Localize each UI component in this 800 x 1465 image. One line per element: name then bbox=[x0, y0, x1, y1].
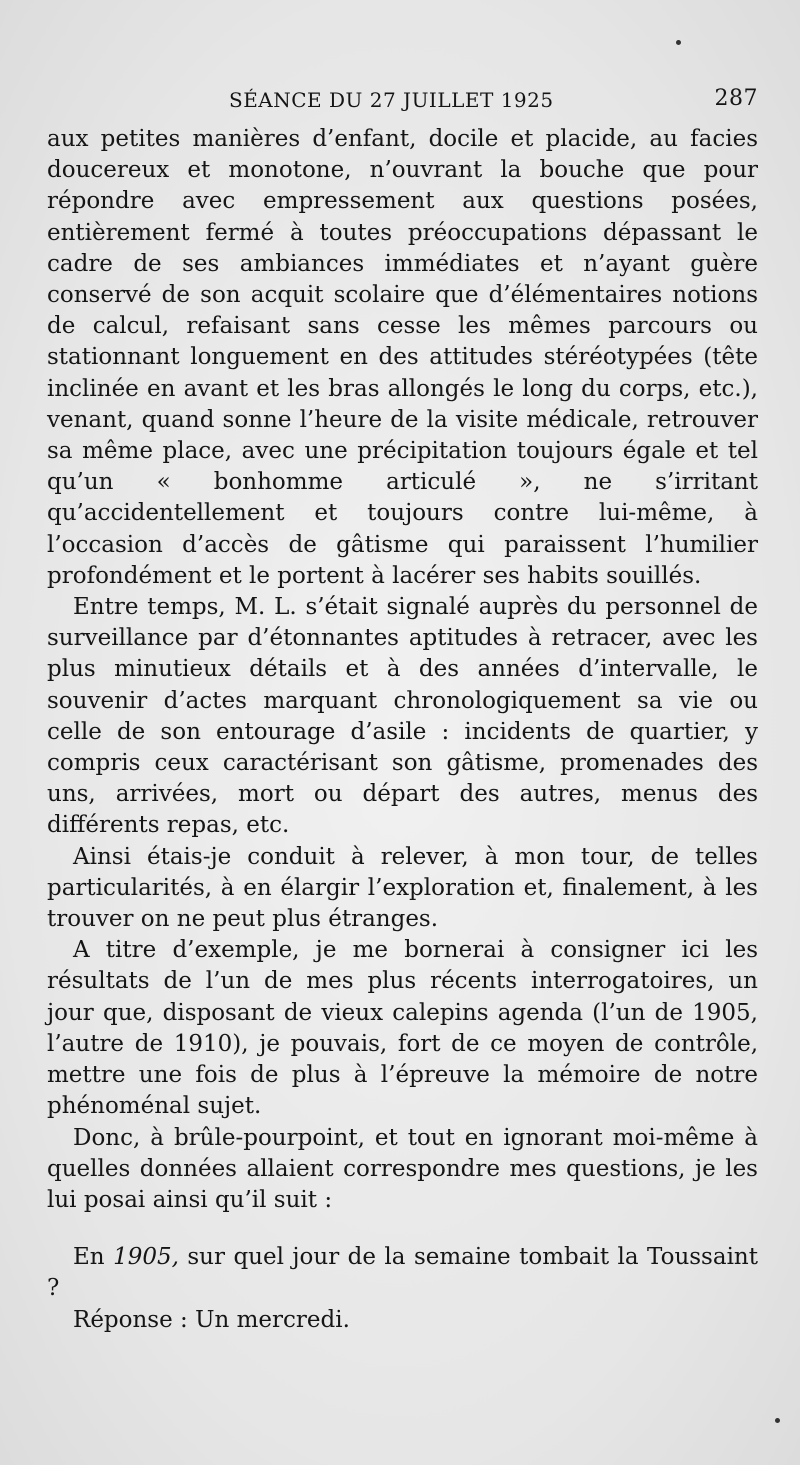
paragraph-exploration: Ainsi étais-je conduit à relever, à mon tour, de telles particularités, à en élargir l’exploration et, finalement, à les trouver on ne peut plus étranges. bbox=[47, 843, 758, 933]
paper-speck bbox=[676, 40, 681, 45]
question-1-year: 1905, bbox=[113, 1244, 179, 1271]
question-1 bbox=[47, 1242, 758, 1304]
paragraph-questions: Donc, à brûle-pourpoint, et tout en ignorant moi-même à quelles données allaient correspondre mes questions, je les lui posai ainsi qu’il suit : bbox=[47, 1124, 758, 1213]
question-1-prefix: En bbox=[73, 1244, 114, 1271]
paper-speck bbox=[775, 1418, 780, 1423]
question-1-rest: sur quel jour de la semaine tombait la Toussaint ? bbox=[47, 1244, 758, 1302]
body-text bbox=[47, 124, 758, 1336]
paragraph-personnel: Entre temps, M. L. s’était signalé auprès du personnel de surveillance par d’étonnantes aptitudes à retracer, avec les plus minutieux détails et à des années d’intervalle, le souvenir d’actes marquant chronologiquement sa vie ou celle de son entourage d’asile : incidents de quartier, y compris ceux caractérisant son gâtisme, promenades des uns, arrivées, mort ou départ des autres, menus des différents repas, etc. bbox=[47, 594, 758, 839]
running-title: SÉANCE DU 27 JUILLET 1925 bbox=[229, 88, 554, 112]
page-number: 287 bbox=[714, 86, 758, 111]
running-head bbox=[47, 80, 758, 124]
paragraph-continued: aux petites manières d’enfant, docile et placide, au facies doucereux et monotone, n’ouvrant la bouche que pour répondre avec empressement aux questions posées, entièrement fermé à toutes préoccupations dépassant le cadre de ses ambiances immédiates et n’ayant guère conservé de son acquit scolaire que d’élémentaires notions de calcul, refaisant sans cesse les mêmes parcours ou stationnant longuement en des attitudes stéréotypées (tête inclinée en avant et les bras allongés le long du corps, etc.), venant, quand sonne l’heure de la visite médicale, retrouver sa même place, avec une précipitation toujours égale et tel qu’un « bonhomme articulé », ne s’irritant qu’accidentellement et toujours contre lui-même, à l’occasion d’accès de gâtisme qui paraissent l’humilier profondément et le portent à lacérer ses habits souillés. bbox=[47, 126, 758, 589]
paragraph-example: A titre d’exemple, je me bornerai à consigner ici les résultats de l’un de mes plus récents interrogatoires, un jour que, disposant de vieux calepins agenda (l’un de 1905, l’autre de 1910), je pouvais, fort de ce moyen de contrôle, mettre une fois de plus à l’épreuve la mémoire de notre phénoménal sujet. bbox=[47, 937, 758, 1120]
answer-1: Réponse : Un mercredi. bbox=[73, 1306, 350, 1333]
